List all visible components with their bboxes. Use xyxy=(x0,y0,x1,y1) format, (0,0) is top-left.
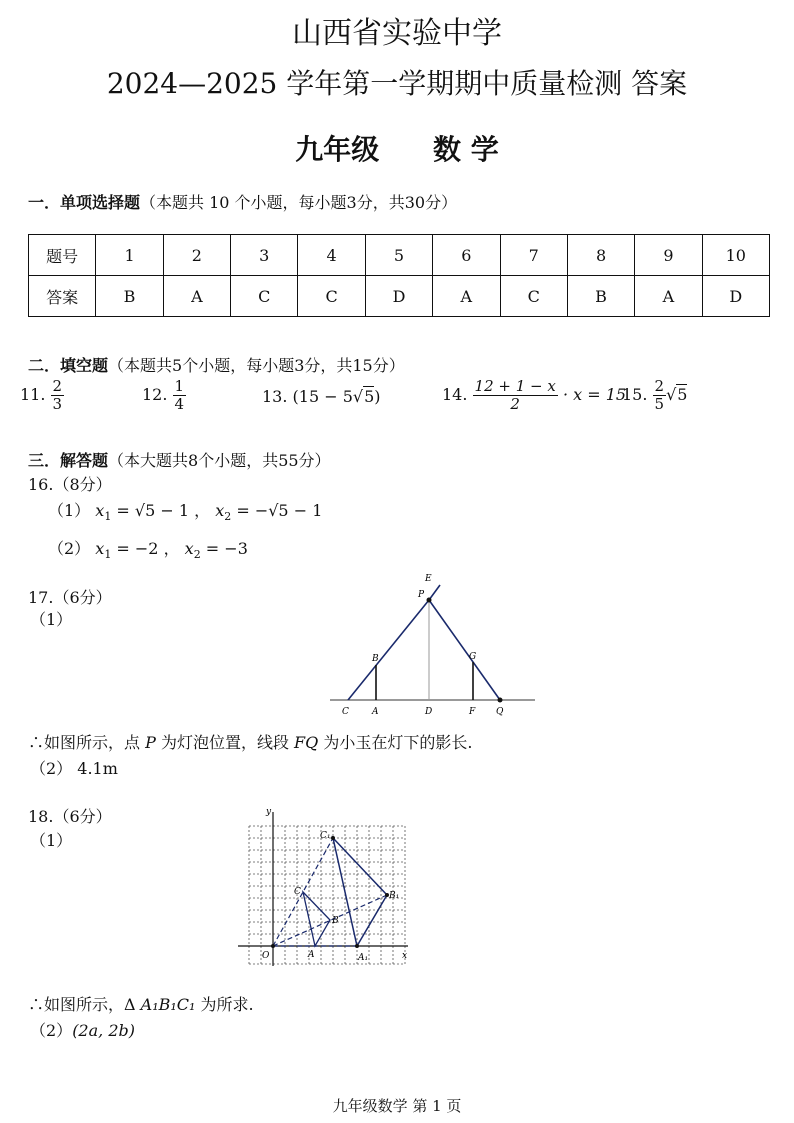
q15-denominator: 5 xyxy=(654,395,665,413)
q16-x2-value: = −√5 − 1 xyxy=(231,501,323,520)
row-header-question: 题号 xyxy=(29,235,96,276)
q18-conclusion-pre: ∴如图所示，Δ xyxy=(28,995,141,1014)
q16-x1: x xyxy=(95,501,105,520)
sqrt-icon: √ xyxy=(352,387,364,406)
q14-label: 14. xyxy=(442,385,468,404)
q18-part2-value: (2a, 2b) xyxy=(72,1021,135,1040)
q16-part1-label: （1） xyxy=(48,501,91,520)
q14-denominator: 2 xyxy=(510,395,520,413)
label-c: C xyxy=(294,887,301,897)
q14-suffix: · x = 15 xyxy=(562,385,627,404)
q18-conclusion-post: 为所求. xyxy=(195,995,254,1014)
q14-numerator: 12 + 1 − x xyxy=(474,377,556,395)
section1-title: 一．单项选择题 xyxy=(28,193,141,212)
label-a1: A₁ xyxy=(358,953,369,963)
q18-figure xyxy=(232,800,414,970)
section2-heading xyxy=(28,353,405,376)
answer-q12 xyxy=(142,378,186,413)
q16-p2-x2: x xyxy=(184,539,194,558)
section1-heading xyxy=(28,190,457,213)
q16-x2: x xyxy=(215,501,225,520)
q17-conclusion-pre: ∴如图所示，点 xyxy=(28,733,146,752)
question-number: 2 xyxy=(163,235,230,276)
q16-p2-x2-sub: 2 xyxy=(193,548,201,562)
dashed-rays xyxy=(273,838,387,946)
label-f: F xyxy=(469,707,476,717)
question-number: 4 xyxy=(298,235,365,276)
section2-title: 二．填空题 xyxy=(28,356,109,375)
label-a: A xyxy=(308,950,315,960)
q17-conclusion-mid: 为灯泡位置，线段 xyxy=(155,733,295,752)
row-header-answer: 答案 xyxy=(29,276,96,317)
q12-label: 12. xyxy=(142,385,168,404)
q17-segment: FQ xyxy=(294,733,319,752)
label-e: E xyxy=(425,574,432,584)
label-b1: B₁ xyxy=(389,891,400,901)
light-ray-left xyxy=(348,600,429,700)
section1-note: （本题共 10 个小题，每小题3分，共30分） xyxy=(140,193,458,212)
label-y: y xyxy=(266,807,272,817)
question-number-row xyxy=(29,235,770,276)
question-number: 1 xyxy=(96,235,163,276)
label-d: D xyxy=(425,707,433,717)
answer-cell: A xyxy=(163,276,230,317)
page-footer: 九年级数学 第 1 页 xyxy=(332,1097,462,1115)
question-number: 3 xyxy=(231,235,298,276)
extension-line xyxy=(429,585,440,600)
grade-label: 九年级 xyxy=(295,133,380,166)
q18-part2 xyxy=(30,1018,135,1041)
subject-label: 数 学 xyxy=(433,133,499,166)
origin-point xyxy=(271,944,275,948)
label-o: O xyxy=(262,951,270,961)
coordinate-grid xyxy=(249,826,408,964)
answer-cell: B xyxy=(96,276,163,317)
label-c1: C₁ xyxy=(320,831,331,841)
q18-triangle: A₁B₁C₁ xyxy=(140,995,196,1014)
label-p: P xyxy=(418,590,425,600)
q12-numerator: 1 xyxy=(174,377,185,395)
q17-heading: 17.（6分） xyxy=(28,588,112,607)
answer-cell: A xyxy=(635,276,702,317)
answer-q11 xyxy=(20,378,64,413)
question-number: 8 xyxy=(567,235,634,276)
q15-radicand: 5 xyxy=(677,385,688,404)
answer-cell: C xyxy=(231,276,298,317)
sqrt-icon: √ xyxy=(666,385,677,404)
q16-x1-value: = √5 − 1 ， xyxy=(111,501,211,520)
q13-suffix: ) xyxy=(374,387,381,406)
q12-fraction xyxy=(173,378,187,413)
q11-numerator: 2 xyxy=(52,377,63,395)
label-b: B xyxy=(372,654,379,664)
school-title: 山西省实验中学 xyxy=(292,16,502,51)
q17-part1-label: （1） xyxy=(30,610,73,629)
point-q xyxy=(498,698,503,703)
q16-x1-sub: 1 xyxy=(104,510,112,524)
q16-p2-x1-value: = −2 ， xyxy=(111,539,180,558)
question-number: 5 xyxy=(365,235,432,276)
q18-part2-label: （2） xyxy=(30,1021,73,1040)
question-number: 9 xyxy=(635,235,702,276)
q16-x2-sub: 2 xyxy=(224,510,232,524)
q14-fraction xyxy=(473,378,558,413)
q16-part2-label: （2） xyxy=(48,539,91,558)
q11-label: 11. xyxy=(20,385,46,404)
label-c: C xyxy=(342,707,349,717)
label-g: G xyxy=(469,652,477,662)
answer-row xyxy=(29,276,770,317)
answer-q15 xyxy=(622,378,687,413)
label-x: x xyxy=(402,951,408,961)
section3-heading xyxy=(28,448,331,471)
q17-conclusion-post: 为小玉在灯下的影长. xyxy=(318,733,473,752)
section3-title: 三．解答题 xyxy=(28,451,109,470)
question-number: 6 xyxy=(433,235,500,276)
q16-part1 xyxy=(48,498,322,523)
point-c1 xyxy=(331,836,335,840)
label-q: Q xyxy=(496,707,504,717)
label-b: B xyxy=(332,916,339,926)
point-p xyxy=(427,598,432,603)
q15-numerator: 2 xyxy=(654,377,665,395)
answer-table xyxy=(28,234,770,317)
question-number: 7 xyxy=(500,235,567,276)
label-a: A xyxy=(372,707,379,717)
light-ray-right xyxy=(429,600,500,700)
q17-conclusion xyxy=(28,730,472,753)
answer-q14 xyxy=(442,378,626,413)
point-a1 xyxy=(355,944,359,948)
q13-label: 13. xyxy=(262,387,288,406)
q16-p2-x1: x xyxy=(95,539,105,558)
q18-part1-label: （1） xyxy=(30,831,73,850)
section3-note: （本大题共8个小题，共55分） xyxy=(108,451,331,470)
answer-cell: D xyxy=(702,276,769,317)
answer-cell: D xyxy=(365,276,432,317)
q13-prefix: (15 − 5 xyxy=(292,387,353,406)
grade-subject xyxy=(0,128,794,168)
q18-conclusion xyxy=(28,992,254,1015)
q17-part2: （2） 4.1m xyxy=(30,759,118,778)
q15-label: 15. xyxy=(622,385,648,404)
q11-fraction xyxy=(51,378,65,413)
q12-denominator: 4 xyxy=(174,395,185,413)
answer-q13 xyxy=(262,387,381,406)
answer-cell: A xyxy=(433,276,500,317)
answer-cell: C xyxy=(298,276,365,317)
q18-heading: 18.（6分） xyxy=(28,807,112,826)
answer-cell: B xyxy=(567,276,634,317)
q15-fraction xyxy=(653,378,667,413)
triangle-abc xyxy=(303,892,330,946)
q16-part2 xyxy=(48,536,248,561)
answer-cell: C xyxy=(500,276,567,317)
q16-heading: 16.（8分） xyxy=(28,475,112,494)
question-number: 10 xyxy=(702,235,769,276)
q17-figure xyxy=(330,570,540,720)
q16-p2-x2-value: = −3 xyxy=(200,539,248,558)
q11-denominator: 3 xyxy=(52,395,63,413)
triangle-a1b1c1 xyxy=(333,838,387,946)
q13-radicand: 5 xyxy=(364,387,375,406)
exam-title: 2024—2025 学年第一学期期中质量检测 答案 xyxy=(106,67,688,100)
section2-note: （本题共5个小题，每小题3分，共15分） xyxy=(108,356,405,375)
q16-p2-x1-sub: 1 xyxy=(104,548,112,562)
q17-point-p: P xyxy=(145,733,156,752)
